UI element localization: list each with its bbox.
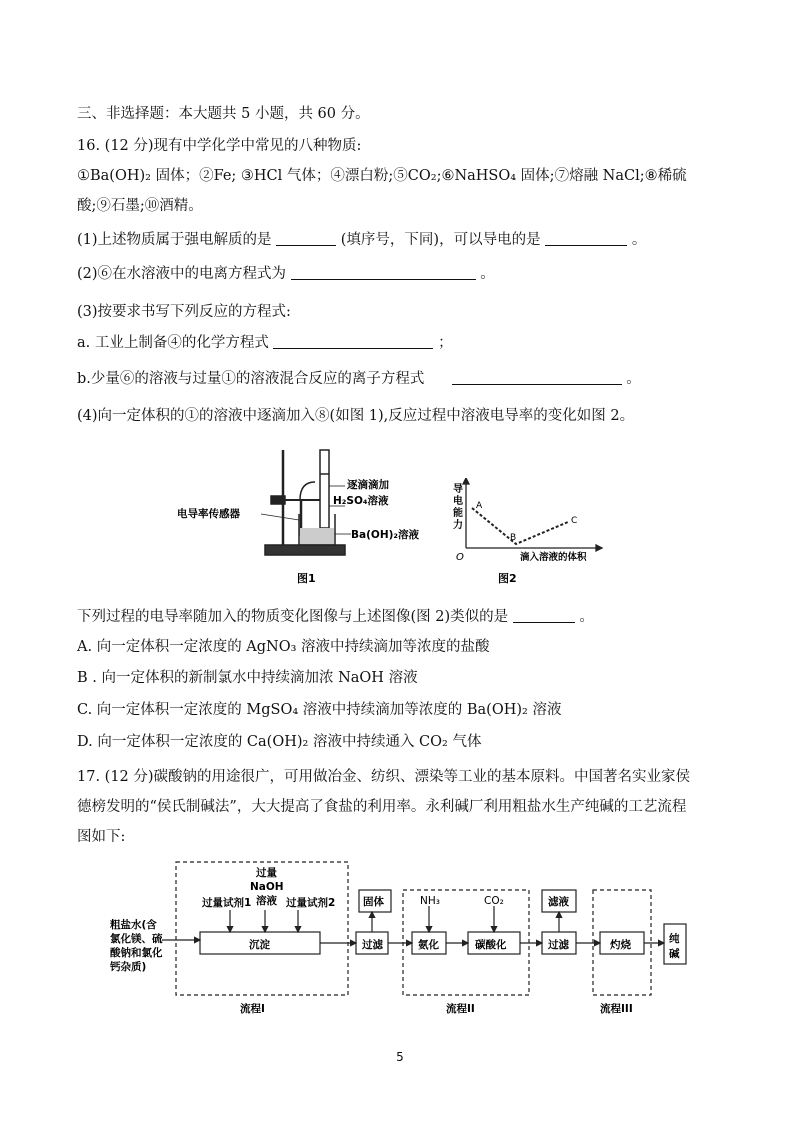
flow-reagent-2a: 过量 bbox=[256, 867, 277, 879]
figure-2-graph bbox=[446, 478, 616, 598]
q17-line2: 德榜发明的“侯氏制碱法”，大大提高了食盐的利用率。永利碱厂利用粗盐水生产纯碱的工艺流程 bbox=[77, 799, 687, 815]
flow-input-4: 钙杂质) bbox=[110, 961, 147, 973]
figure-1-apparatus bbox=[175, 444, 445, 594]
flow-input-2: 氯化镁、硫 bbox=[110, 933, 163, 945]
flow-input-3: 酸钠和氯化 bbox=[110, 947, 163, 959]
flow-filter2-label: 过滤 bbox=[548, 939, 569, 951]
q16-intro: 16. (12 分)现有中学化学中常见的八种物质: bbox=[77, 138, 362, 154]
process-flowchart bbox=[110, 860, 710, 1020]
answer-blank[interactable] bbox=[273, 333, 433, 349]
flow-filtrate-label: 滤液 bbox=[548, 896, 569, 908]
flow-reagent-3: 过量试剂2 bbox=[286, 897, 336, 909]
section-header: 三、非选择题：本大题共 5 小题，共 60 分。 bbox=[77, 106, 370, 122]
flow-reagent-2c: 溶液 bbox=[256, 895, 277, 907]
q16-part5: 下列过程的电导率随加入的物质变化图像与上述图像(图 2)类似的是 。 bbox=[77, 609, 594, 625]
answer-blank[interactable] bbox=[513, 607, 575, 623]
fig1-label-drop: 逐滴滴加 bbox=[347, 479, 389, 491]
q16-option-a[interactable]: A. 向一定体积一定浓度的 AgNO₃ 溶液中持续滴加等浓度的盐酸 bbox=[77, 639, 490, 655]
fig2-ylabel-1: 导 bbox=[453, 484, 463, 495]
q17-line3: 图如下: bbox=[77, 829, 126, 845]
flow-stage-1: 流程I bbox=[240, 1003, 265, 1015]
q16-option-d[interactable]: D. 向一定体积一定浓度的 Ca(OH)₂ 溶液中持续通入 CO₂ 气体 bbox=[77, 734, 482, 750]
fig2-point-c: C bbox=[571, 516, 578, 526]
q16-items-line1: ①Ba(OH)₂ 固体；②Fe; ③HCl 气体；④漂白粉;⑤CO₂;⑥NaHSO₄ 固体;⑦熔融 NaCl;⑧稀硫 bbox=[77, 168, 687, 184]
flow-calcine-label: 灼烧 bbox=[610, 939, 631, 951]
flow-precip-label: 沉淀 bbox=[249, 939, 270, 951]
flow-product-2: 碱 bbox=[669, 948, 680, 960]
answer-blank[interactable] bbox=[291, 264, 476, 280]
fig2-ylabel-3: 能 bbox=[453, 508, 463, 519]
flow-reagent-1: 过量试剂1 bbox=[202, 897, 252, 909]
q16-part3a: a. 工业上制备④的化学方程式 ； bbox=[77, 335, 453, 351]
flow-filter1-label: 过滤 bbox=[362, 939, 383, 951]
flow-ammoniate-label: 氨化 bbox=[418, 939, 439, 951]
fig1-caption: 图1 bbox=[297, 572, 316, 585]
q16-part3b: b.少量⑥的溶液与过量①的溶液混合反应的离子方程式 。 bbox=[77, 371, 641, 387]
flow-stage-3: 流程III bbox=[600, 1003, 633, 1015]
fig2-point-b: B bbox=[510, 533, 517, 543]
q16-option-c[interactable]: C. 向一定体积一定浓度的 MgSO₄ 溶液中持续滴加等浓度的 Ba(OH)₂ 溶液 bbox=[77, 702, 562, 718]
fig2-xlabel: 滴入溶液的体积 bbox=[520, 552, 587, 563]
fig2-ylabel-2: 电 bbox=[453, 496, 463, 507]
flow-product-1: 纯 bbox=[669, 933, 680, 945]
answer-blank[interactable] bbox=[276, 230, 336, 246]
q16-part2: (2)⑥在水溶液中的电离方程式为 。 bbox=[77, 266, 495, 282]
q17-line1: 17. (12 分)碳酸钠的用途很广，可用做冶金、纺织、漂染等工业的基本原料。中国著名实业家侯 bbox=[77, 769, 691, 785]
flow-input-1: 粗盐水(含 bbox=[110, 919, 157, 931]
page-number: 5 bbox=[396, 1050, 404, 1064]
q16-part1: (1)上述物质属于强电解质的是 (填序号，下同)，可以导电的是 。 bbox=[77, 232, 647, 248]
flow-co2-label: CO₂ bbox=[484, 895, 504, 907]
fig2-caption: 图2 bbox=[498, 572, 517, 585]
flow-reagent-2b: NaOH bbox=[250, 881, 284, 893]
flow-stage-2: 流程II bbox=[446, 1003, 475, 1015]
fig2-origin: O bbox=[456, 552, 464, 563]
flow-carbonate-label: 碳酸化 bbox=[475, 939, 507, 951]
q16-part3: (3)按要求书写下列反应的方程式: bbox=[77, 304, 291, 320]
fig2-ylabel-4: 力 bbox=[453, 520, 463, 531]
fig1-label-sensor: 电导率传感器 bbox=[177, 508, 240, 520]
curve-abc bbox=[472, 508, 568, 544]
fig2-point-a: A bbox=[476, 501, 483, 511]
flow-solid-label: 固体 bbox=[363, 896, 384, 908]
q16-part4: (4)向一定体积的①的溶液中逐滴加入⑧(如图 1),反应过程中溶液电导率的变化如图 2。 bbox=[77, 408, 635, 424]
fig1-label-base: Ba(OH)₂溶液 bbox=[351, 529, 419, 541]
flow-nh3-label: NH₃ bbox=[420, 895, 440, 907]
q16-option-b[interactable]: B . 向一定体积的新制氯水中持续滴加浓 NaOH 溶液 bbox=[77, 670, 418, 686]
answer-blank[interactable] bbox=[545, 230, 627, 246]
fig1-label-acid: H₂SO₄溶液 bbox=[333, 495, 389, 507]
q16-items-line2: 酸;⑨石墨;⑩酒精。 bbox=[77, 198, 203, 214]
answer-blank[interactable] bbox=[452, 369, 622, 385]
